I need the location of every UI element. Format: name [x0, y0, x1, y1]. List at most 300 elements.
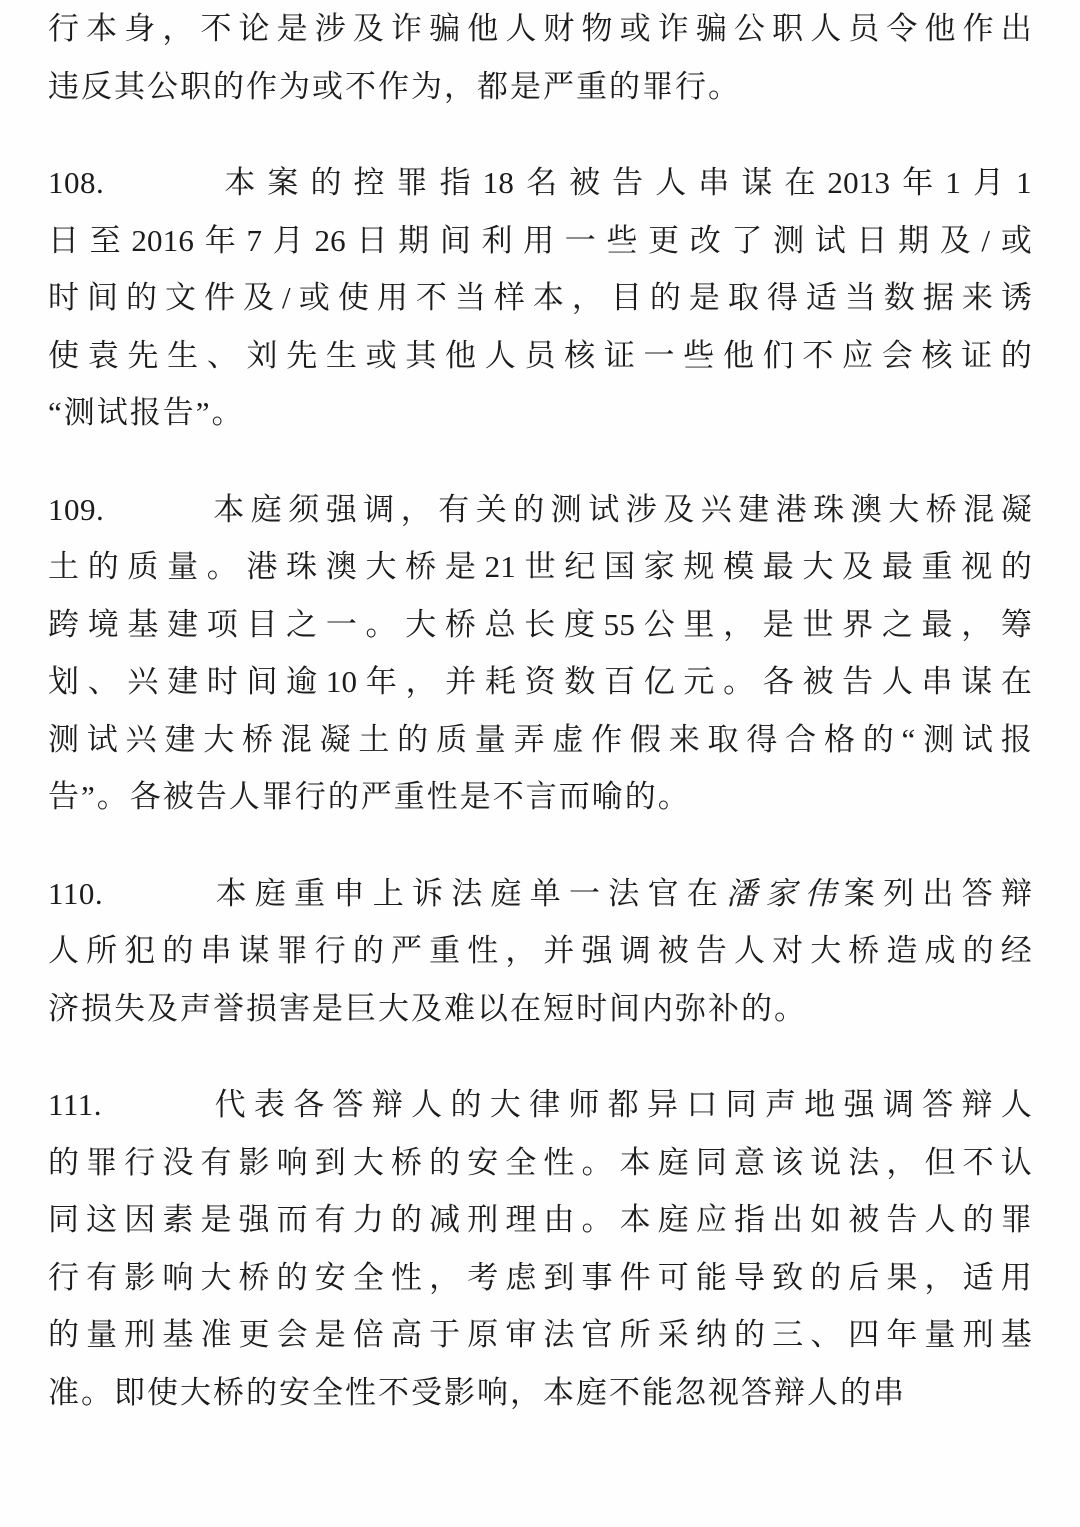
text-glyph: 行: [48, 11, 79, 46]
text-glyph: 试: [588, 491, 620, 527]
text-glyph: 来: [961, 280, 993, 315]
text-glyph: 。: [657, 779, 689, 814]
text-glyph: 指: [733, 1202, 765, 1237]
text-glyph: 涉: [625, 491, 657, 527]
text-glyph: 谋: [741, 165, 773, 200]
text-glyph: 。: [774, 990, 805, 1026]
text-glyph: 内: [642, 990, 673, 1026]
text-line: [48, 58, 1032, 116]
text-glyph: 不: [415, 280, 447, 315]
text-glyph: 世: [802, 606, 834, 642]
text-glyph: 。: [206, 549, 238, 584]
text-glyph: 喻: [591, 779, 623, 814]
text-glyph: 。: [81, 1374, 112, 1410]
text-glyph: 得: [746, 721, 778, 757]
text-glyph: 的: [810, 1259, 842, 1295]
text-glyph: 庭: [576, 1374, 607, 1410]
text-glyph: 及: [842, 549, 874, 584]
text-glyph: 本: [619, 1202, 651, 1237]
text-glyph: 告: [162, 395, 194, 430]
text-glyph: 当: [844, 280, 876, 315]
text-glyph: 不: [802, 337, 834, 373]
text-glyph: 的: [1000, 549, 1032, 584]
text-glyph: ，: [924, 1259, 956, 1295]
text-glyph: 同: [48, 1202, 79, 1237]
text-glyph: 有: [438, 491, 470, 527]
text-glyph: 的: [1000, 337, 1032, 373]
text-line: [48, 481, 1032, 539]
text-glyph: 能: [695, 1259, 727, 1295]
text-glyph: 济: [48, 990, 79, 1026]
text-glyph: 谋: [961, 664, 993, 699]
text-glyph: 骗: [429, 11, 461, 46]
text-token-latin: 1: [945, 165, 962, 200]
text-glyph: 辩: [774, 1374, 805, 1410]
text-glyph: 告: [842, 664, 874, 699]
text-glyph: 庭: [657, 1202, 689, 1237]
text-line: [48, 212, 1032, 270]
text-glyph: 一: [325, 606, 357, 642]
text-glyph: 出: [922, 875, 954, 911]
text-glyph: 珠: [286, 549, 318, 584]
text-glyph: 难: [444, 990, 475, 1026]
text-glyph: 单: [529, 875, 561, 911]
text-glyph: 取: [707, 721, 739, 757]
text-token-latin: 10: [325, 664, 358, 699]
text-glyph: 员: [848, 11, 880, 46]
text-glyph: 使: [48, 337, 79, 373]
text-glyph: 重: [393, 779, 425, 814]
text-glyph: 基: [162, 1317, 194, 1352]
text-glyph: 能: [642, 1374, 673, 1410]
text-glyph: 罪: [1000, 1202, 1032, 1237]
text-glyph: ”: [81, 779, 95, 814]
text-glyph: 强: [581, 933, 613, 968]
text-glyph: 告: [695, 933, 727, 968]
text-glyph: 师: [568, 1087, 600, 1122]
text-glyph: 或: [298, 280, 330, 315]
text-glyph: 。: [581, 1202, 613, 1237]
text-token-latin: 2016: [131, 222, 195, 258]
text-glyph: 或: [619, 11, 651, 46]
text-glyph: 长: [524, 606, 556, 642]
text-glyph: 该: [772, 1144, 804, 1180]
text-token-latin: 18: [482, 165, 515, 200]
text-glyph: 试: [96, 395, 128, 430]
text-glyph: 纳: [695, 1317, 727, 1352]
text-glyph: ，: [723, 606, 755, 642]
text-line: [48, 711, 1032, 769]
text-glyph: 目: [246, 606, 278, 642]
text-glyph: 。: [723, 664, 755, 699]
text-glyph: 测: [63, 395, 95, 430]
text-glyph: 及: [352, 11, 384, 46]
text-glyph: 弄: [513, 721, 545, 757]
text-glyph: 的: [162, 933, 194, 968]
text-token-latin: 2013: [827, 165, 891, 200]
text-glyph: 时: [206, 664, 238, 699]
text-token-latin: 26: [314, 222, 346, 258]
text-glyph: 年: [204, 222, 236, 258]
text-glyph: ，: [405, 664, 437, 699]
text-glyph: 作: [378, 68, 409, 104]
text-glyph: 至: [89, 222, 121, 258]
text-glyph: 都: [607, 1087, 639, 1122]
text-glyph: 证: [603, 337, 635, 373]
text-glyph: 的: [741, 990, 772, 1026]
text-glyph: 重: [576, 68, 607, 104]
text-glyph: 是: [314, 1317, 346, 1352]
text-glyph: 及: [663, 491, 695, 527]
text-glyph: 法: [608, 875, 640, 911]
text-line: [48, 384, 1032, 442]
text-glyph: 测: [48, 721, 79, 757]
text-glyph: 地: [804, 1087, 836, 1122]
text-glyph: 本: [215, 875, 247, 911]
text-glyph: 被: [162, 779, 194, 814]
text-glyph: 一: [643, 337, 675, 373]
text-glyph: 桥: [238, 1259, 270, 1295]
text-glyph: 素: [162, 1202, 194, 1237]
text-glyph: 果: [886, 1259, 918, 1295]
text-glyph: 人: [655, 165, 687, 200]
text-glyph: 调: [619, 933, 651, 968]
text-glyph: 质: [127, 549, 159, 584]
text-glyph: 庭: [490, 875, 522, 911]
text-glyph: 及: [939, 222, 971, 258]
text-glyph: 到: [543, 1259, 575, 1295]
text-glyph: 全: [352, 1259, 384, 1295]
text-glyph: 调: [363, 491, 395, 527]
text-glyph: 数: [564, 664, 596, 699]
text-glyph: 受: [411, 1374, 442, 1410]
text-glyph: 作: [246, 68, 277, 104]
text-glyph: 的: [513, 491, 545, 527]
text-glyph: 百: [604, 664, 636, 699]
text-glyph: 使: [147, 1374, 178, 1410]
text-glyph: 犯: [124, 933, 156, 968]
text-glyph: 度: [563, 606, 595, 642]
text-glyph: 虑: [505, 1259, 537, 1295]
text-glyph: 量: [86, 1317, 118, 1352]
text-glyph: 他: [924, 11, 956, 46]
text-glyph: 反: [81, 68, 112, 104]
text-glyph: 人: [733, 933, 765, 968]
text-glyph: 罪: [276, 933, 308, 968]
text-glyph: 人: [924, 1202, 956, 1237]
text-glyph: 件: [619, 1259, 651, 1295]
text-glyph: 生: [167, 337, 199, 373]
text-glyph: 不: [345, 68, 376, 104]
text-glyph: 时: [48, 280, 79, 315]
text-line: [48, 327, 1032, 385]
text-glyph: 澳: [850, 491, 882, 527]
text-glyph: 被: [802, 664, 834, 699]
text-glyph: 后: [848, 1259, 880, 1295]
text-glyph: 是: [200, 1202, 232, 1237]
text-glyph: 都: [477, 68, 508, 104]
text-glyph: 违: [48, 68, 79, 104]
text-glyph: 罪: [261, 779, 293, 814]
text-line: [48, 596, 1032, 654]
text-glyph: 串: [873, 1374, 904, 1410]
text-glyph: 损: [81, 990, 112, 1026]
text-glyph: 的: [48, 1317, 79, 1352]
text-glyph: 于: [429, 1317, 461, 1352]
text-glyph: 罪: [642, 68, 673, 104]
text-glyph: 大: [810, 933, 842, 968]
text-glyph: 律: [529, 1087, 561, 1122]
text-glyph: 试: [961, 721, 993, 757]
text-token-latin: 55: [603, 606, 636, 642]
text-glyph: 格: [823, 721, 855, 757]
text-glyph: 潘: [726, 875, 758, 911]
text-glyph: 桥: [848, 933, 880, 968]
text-glyph: 影: [238, 1144, 270, 1180]
text-glyph: 视: [708, 1374, 739, 1410]
text-glyph: 因: [124, 1202, 156, 1237]
text-glyph: 论: [238, 11, 270, 46]
text-glyph: 年: [886, 1317, 918, 1352]
text-glyph: 是: [312, 990, 343, 1026]
text-glyph: 重: [921, 549, 953, 584]
text-glyph: 公: [733, 11, 765, 46]
text-line: [48, 269, 1032, 327]
text-glyph: ，: [162, 11, 194, 46]
text-glyph: 财: [543, 11, 575, 46]
text-glyph: 用: [523, 222, 555, 258]
text-glyph: 在: [510, 990, 541, 1026]
text-glyph: 准: [48, 1374, 79, 1410]
text-glyph: 并: [543, 933, 575, 968]
text-glyph: 桥: [405, 549, 437, 584]
text-glyph: 桥: [213, 1374, 244, 1410]
text-glyph: 测: [923, 721, 955, 757]
text-glyph: 严: [543, 68, 574, 104]
text-glyph: 时: [576, 990, 607, 1026]
text-line: [48, 1249, 1032, 1307]
text-glyph: 为: [279, 68, 310, 104]
text-glyph: 原: [467, 1317, 499, 1352]
text-glyph: 的: [733, 1317, 765, 1352]
text-glyph: 诈: [390, 11, 422, 46]
text-glyph: 三: [772, 1317, 804, 1352]
text-glyph: 报: [1000, 721, 1032, 757]
text-glyph: 当: [454, 280, 486, 315]
text-glyph: 澳: [325, 549, 357, 584]
text-line: [48, 1134, 1032, 1192]
text-glyph: 在: [784, 165, 816, 200]
text-glyph: 合: [785, 721, 817, 757]
text-glyph: 数: [883, 280, 915, 315]
text-line: [48, 1076, 1032, 1134]
text-glyph: 。: [708, 68, 739, 104]
text-glyph: 的: [429, 1144, 461, 1180]
text-glyph: 核: [564, 337, 596, 373]
text-glyph: 重: [429, 933, 461, 968]
text-glyph: 失: [114, 990, 145, 1026]
text-glyph: 最: [881, 549, 913, 584]
text-glyph: 的: [276, 1259, 308, 1295]
text-glyph: 身: [124, 11, 156, 46]
text-glyph: 强: [325, 491, 357, 527]
text-glyph: 及: [411, 990, 442, 1026]
text-glyph: 日: [856, 222, 888, 258]
text-glyph: 本: [619, 1144, 651, 1180]
text-glyph: 世: [524, 549, 556, 584]
text-glyph: 桥: [390, 1144, 422, 1180]
text-glyph: 应: [842, 337, 874, 373]
text-glyph: 人: [810, 11, 842, 46]
text-glyph: 总: [484, 606, 516, 642]
paragraph: [48, 0, 1032, 115]
text-glyph: 建: [738, 491, 770, 527]
text-glyph: 模: [723, 549, 755, 584]
text-glyph: 案: [843, 875, 875, 911]
text-glyph: 的: [840, 1374, 871, 1410]
text-glyph: 串: [200, 933, 232, 968]
text-glyph: 响: [162, 1259, 194, 1295]
text-glyph: 应: [695, 1202, 727, 1237]
text-glyph: 庭: [657, 1144, 689, 1180]
text-glyph: 但: [924, 1144, 956, 1180]
text-glyph: 量: [167, 549, 199, 584]
text-glyph: 的: [213, 68, 244, 104]
text-token-latin: 21: [484, 549, 516, 584]
text-glyph: 先: [286, 337, 318, 373]
text-glyph: 庭: [254, 875, 286, 911]
text-token-latin: /: [282, 280, 291, 315]
text-glyph: 响: [276, 1144, 308, 1180]
text-glyph: 。: [96, 779, 128, 814]
text-glyph: 串: [698, 165, 730, 200]
text-glyph: 诉: [411, 875, 443, 911]
text-glyph: 同: [725, 1087, 757, 1122]
text-glyph: 这: [86, 1202, 118, 1237]
text-glyph: 桥: [925, 491, 957, 527]
text-glyph: 告: [195, 779, 227, 814]
text-glyph: 有: [200, 1144, 232, 1180]
text-glyph: 重: [294, 875, 326, 911]
text-glyph: 不: [200, 11, 232, 46]
text-glyph: 可: [657, 1259, 689, 1295]
text-glyph: 在: [1000, 664, 1032, 699]
paragraph: [48, 154, 1032, 442]
text-glyph: 视: [961, 549, 993, 584]
text-glyph: 取: [727, 280, 759, 315]
text-glyph: 忽: [675, 1374, 706, 1410]
text-glyph: 袁: [87, 337, 119, 373]
text-glyph: 作: [962, 11, 994, 46]
text-glyph: 辩: [371, 1087, 403, 1122]
text-glyph: 由: [543, 1202, 575, 1237]
text-glyph: 生: [325, 337, 357, 373]
text-glyph: 项: [206, 606, 238, 642]
paragraph-number: 110.: [48, 875, 104, 911]
text-glyph: 人: [505, 11, 537, 46]
text-glyph: 的: [609, 68, 640, 104]
text-glyph: 行: [124, 1144, 156, 1180]
text-glyph: 的: [962, 1202, 994, 1237]
text-glyph: 及: [243, 280, 274, 315]
text-glyph: 没: [162, 1144, 194, 1180]
text-line: [48, 1306, 1032, 1364]
text-glyph: 人: [411, 1087, 443, 1122]
text-glyph: 、: [87, 664, 119, 699]
text-glyph: 月: [272, 222, 304, 258]
text-glyph: 并: [445, 664, 477, 699]
text-glyph: 兴: [127, 664, 159, 699]
text-glyph: 大: [352, 1144, 384, 1180]
text-glyph: 虚: [552, 721, 584, 757]
text-glyph: 之: [286, 606, 318, 642]
text-glyph: 证: [961, 337, 993, 373]
text-glyph: 性: [390, 1259, 422, 1295]
text-glyph: 事: [581, 1259, 613, 1295]
text-glyph: 。: [211, 395, 243, 430]
text-glyph: 更: [238, 1317, 270, 1352]
text-glyph: 损: [246, 990, 277, 1026]
text-glyph: 罪: [86, 1144, 118, 1180]
text-glyph: ，: [961, 606, 993, 642]
text-glyph: 力: [352, 1202, 384, 1237]
text-glyph: 人: [48, 933, 79, 968]
text-glyph: 补: [708, 990, 739, 1026]
text-glyph: 全: [505, 1144, 537, 1180]
text-line: [48, 0, 1032, 58]
text-line: [48, 1364, 1032, 1422]
text-glyph: 大: [489, 1087, 521, 1122]
text-glyph: 准: [200, 1317, 232, 1352]
text-glyph: 强: [238, 1202, 270, 1237]
text-glyph: 公: [643, 606, 675, 642]
paragraph: [48, 1076, 1032, 1421]
text-glyph: 亿: [643, 664, 675, 699]
text-glyph: ”: [195, 395, 210, 430]
text-glyph: 试: [86, 721, 118, 757]
text-glyph: 人: [228, 779, 260, 814]
text-glyph: 出: [772, 1202, 804, 1237]
text-glyph: 、: [810, 1317, 842, 1352]
text-glyph: 桥: [241, 721, 273, 757]
text-glyph: 申: [333, 875, 365, 911]
text-glyph: 他: [445, 337, 477, 373]
text-glyph: 指: [439, 165, 471, 200]
text-glyph: 本: [543, 1374, 574, 1410]
text-glyph: 更: [648, 222, 680, 258]
text-glyph: 被: [657, 933, 689, 968]
text-glyph: 的: [327, 779, 359, 814]
text-glyph: 而: [558, 779, 590, 814]
text-glyph: 之: [881, 606, 913, 642]
text-glyph: 珠: [813, 491, 845, 527]
paragraph-number: 111.: [48, 1087, 102, 1122]
text-glyph: 凝: [1000, 491, 1032, 527]
text-glyph: 所: [86, 933, 118, 968]
text-glyph: 了: [731, 222, 763, 258]
text-glyph: 的: [352, 933, 384, 968]
text-glyph: 建: [164, 721, 196, 757]
text-glyph: 答: [332, 1087, 364, 1122]
text-glyph: 导: [733, 1259, 765, 1295]
text-glyph: 强: [843, 1087, 875, 1122]
text-glyph: 不: [378, 1374, 409, 1410]
text-line: [48, 922, 1032, 980]
text-glyph: 所: [619, 1317, 651, 1352]
text-glyph: 不: [962, 1144, 994, 1180]
text-glyph: 被: [569, 165, 601, 200]
text-glyph: 桥: [444, 606, 476, 642]
